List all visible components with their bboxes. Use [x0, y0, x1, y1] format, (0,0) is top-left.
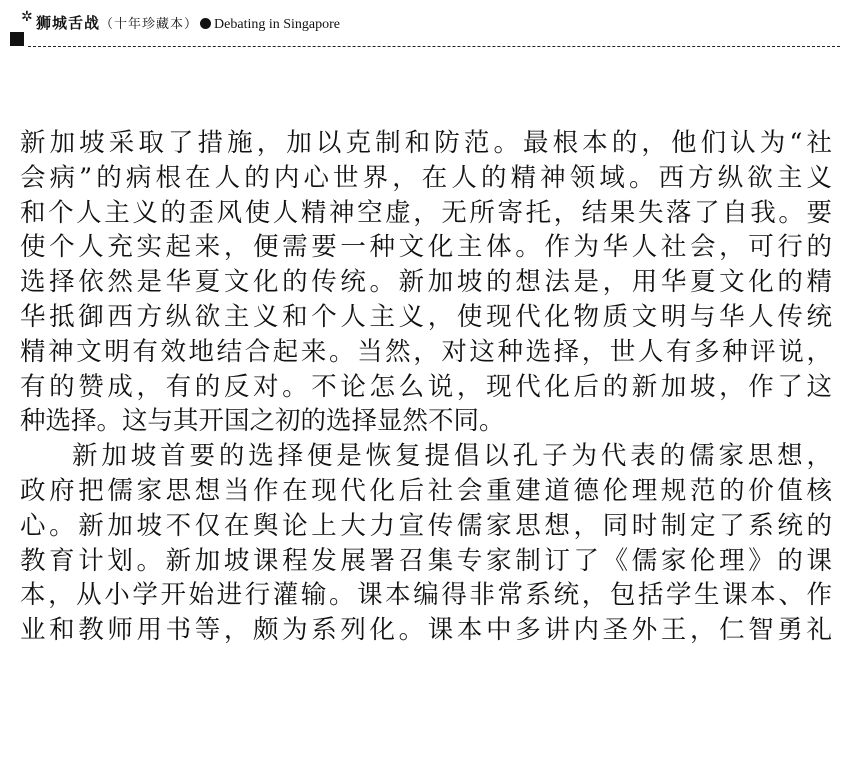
- text-line: 新加坡采取了措施，加以克制和防范。最根本的，他们认为“社: [20, 128, 832, 158]
- text-line: 心。新加坡不仅在舆论上大力宣传儒家思想，同时制定了系统的: [20, 510, 832, 541]
- text-line: 教育计划。新加坡课程发展署召集专家制订了《儒家伦理》的课: [20, 545, 832, 576]
- text-line: 使个人充实起来，便需要一种文化主体。作为华人社会，可行的: [20, 232, 832, 263]
- bullet-dot-icon: [200, 18, 211, 29]
- header-rule: [28, 46, 840, 47]
- corner-square-mark: [10, 32, 24, 46]
- edition-note: （十年珍藏本）: [100, 17, 199, 32]
- text-line: 精神文明有效地结合起来。当然，对这种选择，世人有多种评说，: [20, 336, 832, 367]
- text-line: 有的赞成，有的反对。不论怎么说，现代化后的新加坡，作了这: [20, 371, 832, 402]
- book-title-cn: 狮城舌战: [36, 14, 101, 32]
- body-text: [20, 126, 832, 648]
- text-line: 本，从小学开始进行灌输。课本编得非常系统，包括学生课本、作: [20, 580, 832, 611]
- paragraph-2: [20, 439, 832, 648]
- text-line: 选择依然是华夏文化的传统。新加坡的想法是，用华夏文化的精: [20, 267, 832, 298]
- text-line: 种选择。这与其开国之初的选择显然不同。: [20, 406, 505, 437]
- sparkle-icon: ✲: [21, 9, 33, 25]
- text-line: 会病”的病根在人的内心世界，在人的精神领域。西方纵欲主义: [20, 162, 832, 193]
- text-line: 新加坡首要的选择便是恢复提倡以孔子为代表的儒家思想，: [72, 441, 832, 472]
- paragraph-1: [20, 126, 832, 439]
- text-line: 政府把儒家思想当作在现代化后社会重建道德伦理规范的价值核: [20, 475, 832, 506]
- text-line: 业和教师用书等，颇为系列化。课本中多讲内圣外王，仁智勇礼: [20, 615, 832, 646]
- text-line: 和个人主义的歪风使人精神空虚，无所寄托，结果失落了自我。要: [20, 197, 832, 228]
- running-title: [36, 12, 340, 33]
- text-line: 华抵御西方纵欲主义和个人主义，使现代化物质文明与华人传统: [20, 301, 832, 332]
- running-header: [6, 6, 842, 50]
- book-title-en: Debating in Singapore: [214, 17, 341, 32]
